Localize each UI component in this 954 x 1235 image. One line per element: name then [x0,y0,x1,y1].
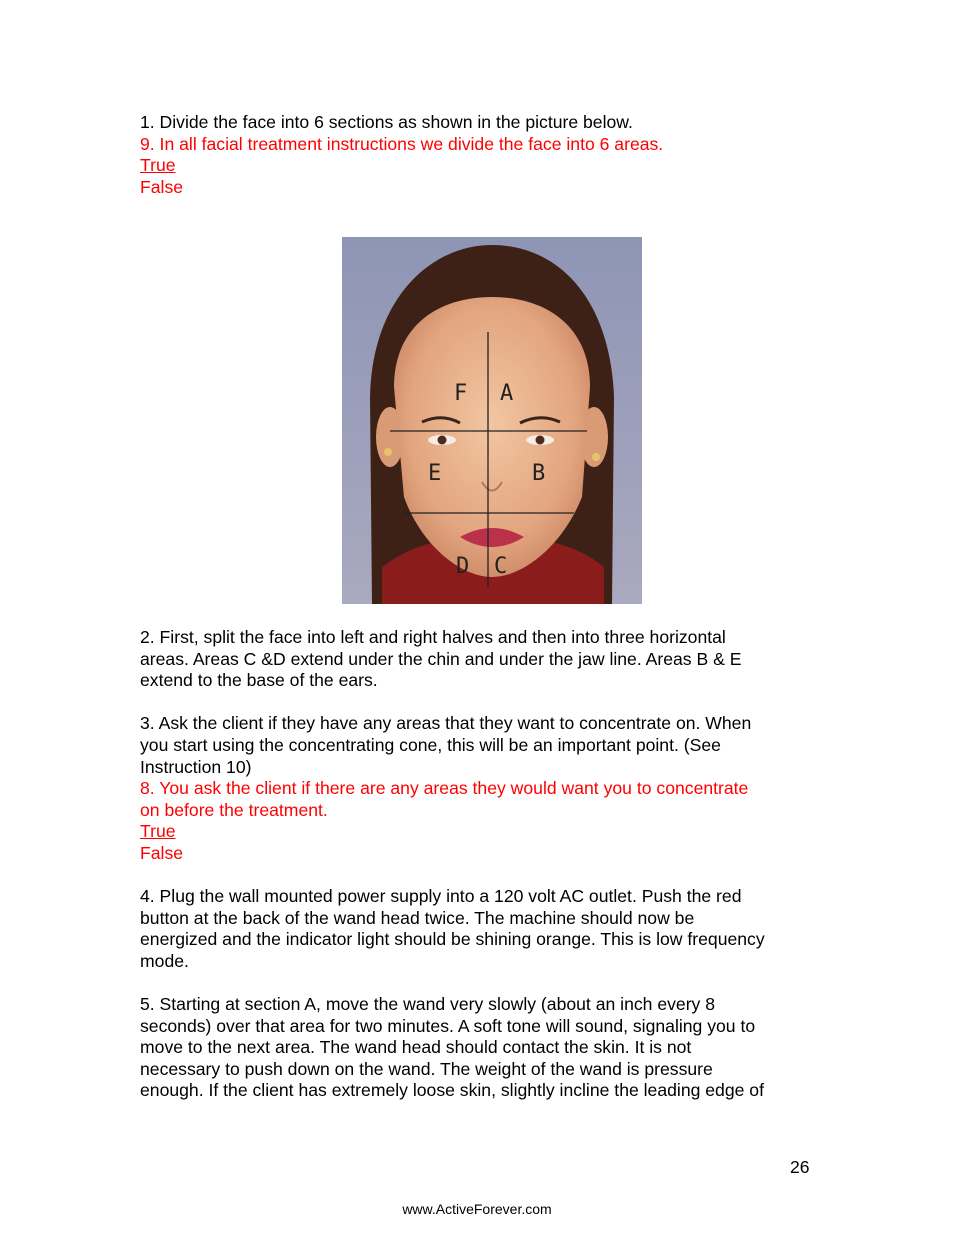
quiz-9-true-link[interactable]: True [140,155,176,176]
spacer [140,865,820,887]
step-4-line-4: mode. [140,950,189,971]
spacer [140,692,820,714]
right-pupil [536,436,545,445]
label-e: E [428,461,442,486]
quiz-9-false-option: False [140,176,184,197]
spacer [140,973,820,995]
right-earring [592,453,600,461]
step-4-line-1: 4. Plug the wall mounted power supply into a 120 volt AC outlet. Push the red [140,886,742,907]
face-illustration [342,237,642,604]
step-3-line-1: 3. Ask the client if they have any areas that they want to concentrate on. When [140,713,752,734]
page-number: 26 [790,1157,810,1177]
left-earring [384,448,392,456]
step-4-line-2: button at the back of the wand head twice. The machine should now be [140,907,695,928]
step-5-line-4: necessary to push down on the wand. The weight of the wand is pressure [140,1058,713,1079]
quiz-question-9: 9. In all facial treatment instructions we divide the face into 6 areas. [140,133,664,154]
step-5-line-1: 5. Starting at section A, move the wand very slowly (about an inch every 8 [140,994,716,1015]
quiz-8-true-link[interactable]: True [140,821,176,842]
step-2-line-3: extend to the base of the ears. [140,670,378,691]
face-sections-image [342,237,642,604]
step-5-line-3: move to the next area. The wand head should contact the skin. It is not [140,1037,692,1058]
step-3-line-2: you start using the concentrating cone, this will be an important point. (See [140,734,721,755]
quiz-8-false-option: False [140,842,184,863]
step-5-line-2: seconds) over that area for two minutes. A soft tone will sound, signaling you to [140,1015,756,1036]
step-2-line-1: 2. First, split the face into left and right halves and then into three horizontal [140,627,726,647]
step-5-line-5: enough. If the client has extremely loose skin, slightly incline the leading edge of [140,1080,764,1101]
step-1-text: 1. Divide the face into 6 sections as shown in the picture below. [140,112,633,132]
section-2 [140,627,820,1102]
label-a: A [500,381,514,406]
section-1 [140,112,820,198]
label-d: D [456,554,470,579]
step-3-line-3: Instruction 10) [140,756,252,777]
label-c: C [494,554,508,579]
left-pupil [438,436,447,445]
label-f: F [454,381,468,406]
label-b: B [532,461,546,486]
step-2-line-2: areas. Areas C &D extend under the chin and under the jaw line. Areas B & E [140,648,742,669]
quiz-question-8-line-1: 8. You ask the client if there are any areas they would want you to concentrate [140,778,749,799]
step-4-line-3: energized and the indicator light should be shining orange. This is low frequency [140,929,765,950]
quiz-question-8-line-2: on before the treatment. [140,799,328,820]
footer-url[interactable]: www.ActiveForever.com [402,1201,552,1217]
